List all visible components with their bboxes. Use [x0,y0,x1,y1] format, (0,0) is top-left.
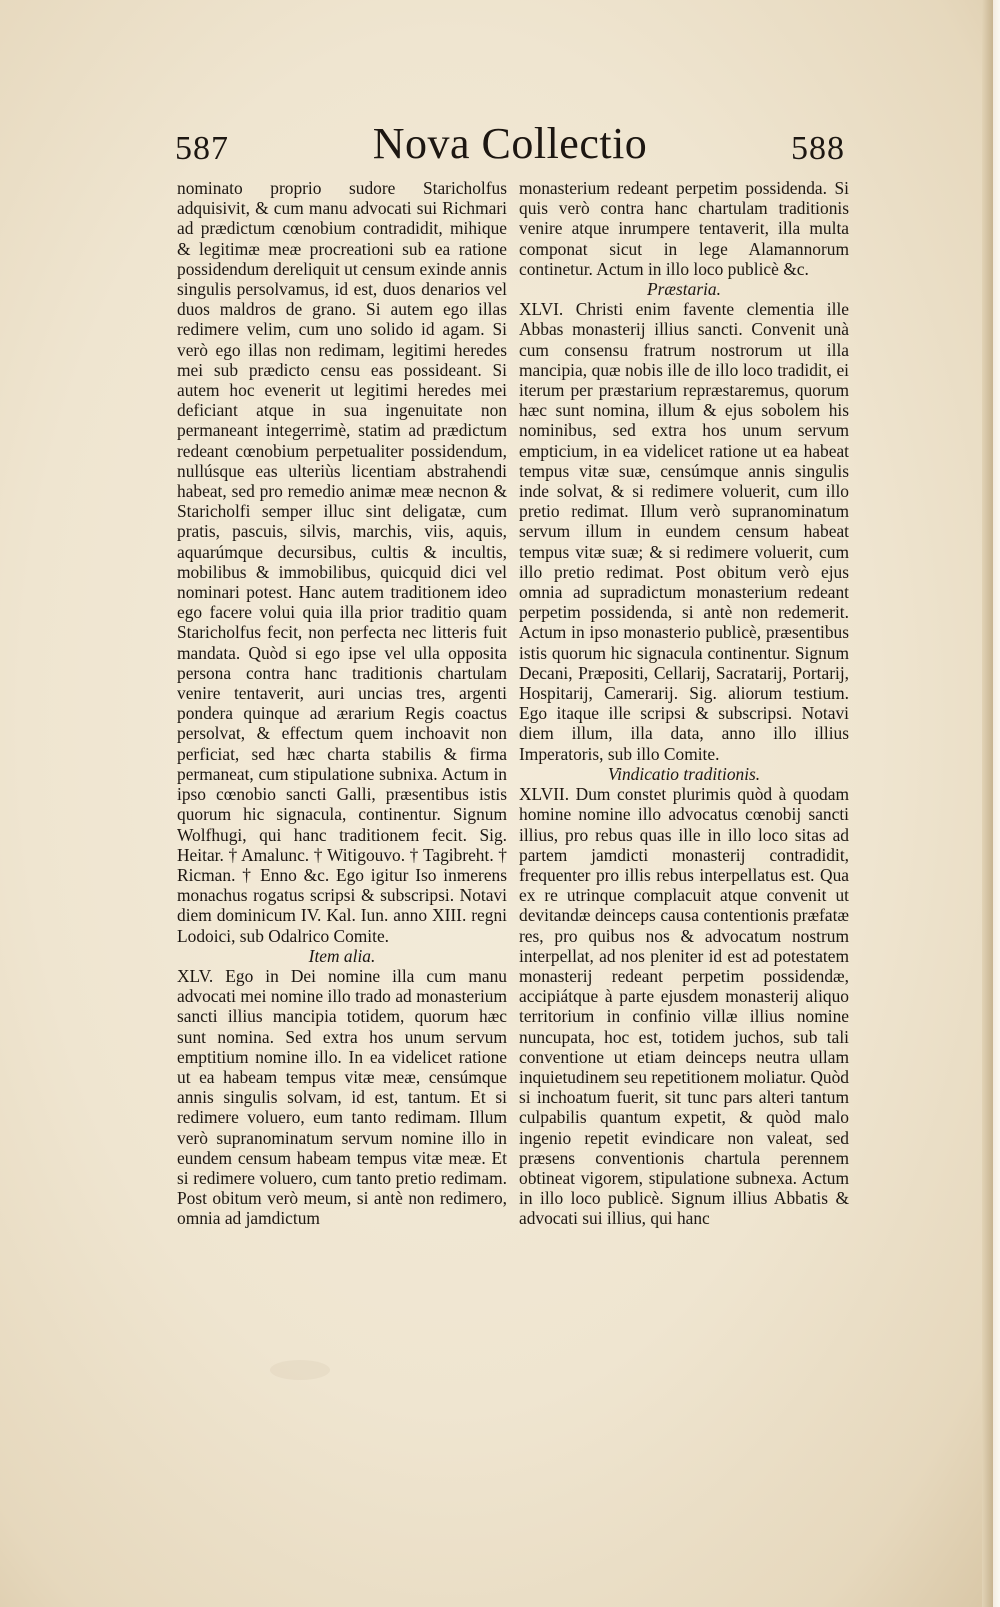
left-paragraph: nominato proprio sudore Staricholfus adquisivit, & cum manu advocati sui Richmari ad prædictum cœnobium contradidit, mihique & legitimæ meæ procreationi sub ea ratione possidendum dereliquit ut censum exinde annis singulis persolvamus, id est, duos denarios vel duos maldros de grano. Si autem ego illas redimere velim, cum uno solido id agam. Si verò ego illas non redimam, legitimi heredes mei sub prædicto censu eas possideant. Si autem hoc evenerit ut legitimi heredes mei deficiant atque in sua ingenuitate non permaneant integerrimè, statim ad prædictum redeant cœnobium perpetualiter possidendum, nullúsque eas ulteriùs licentiam abstrahendi habeat, sed pro remedio animæ meæ necnon & Staricholfi semper illuc sint deligatæ, cum pratis, pascuis, silvis, marchis, viis, aquis, aquarúmque decursibus, cultis & incultis, mobilibus & immobilibus, quicquid dici vel nominari potest. Hanc autem traditionem ideo ego facere volui quia illa prior traditio quam Staricholfus fecit, non perfecta nec litteris fuit mandata. Quòd si ego ipse vel ulla opposita persona contra hanc traditionis chartulam venire tentaverit, auri uncias tres, argenti pondera quinque ad ærarium Regis coactus persolvat, & effectum quem inchoavit non perficiat, sed hæc charta stabilis & firma permaneat, cum stipulatione subnixa. Actum in ipso cœnobio sancti Galli, præsentibus istis quorum hic signacula, continentur. Signum Wolfhugi, qui hanc traditionem fecit. Sig. Heitar. † Amalunc. † Witigouvo. † Tagibreht. † Ricman. † Enno &c. Ego igitur Iso inmerens monachus rogatus scripsi & subscripsi. Notavi diem dominicum IV. Kal. Iun. anno XIII. regni Lodoici, sub Odalrico Comite. [177,178,507,946]
ink-smudge [270,1360,330,1380]
right-paragraph: monasterium redeant perpetim possidenda. Si quis verò contra hanc chartulam traditionis venire atque inrumpere tentaverit, illa multa componat sicut in lege Alamannorum continetur. Actum in illo loco publicè &c. [519,178,849,279]
right-paragraph: XLVI. Christi enim favente clementia ille Abbas monasterij illius sancti. Convenit unà cum consensu fratrum nostrorum ut illa mancipia, quæ nobis ille de illo loco tradidit, ei iterum per præstarium repræstaremus, quorum hæc sunt nomina, illum & ejus sobolem his nominibus, sed extra hos unum servum empticium, in ea videlicet ratione ut ea habeat tempus vitæ suæ, censúmque annis singulis inde solvat, & si redimere voluerit, cum illo pretio redimat. Illum verò supranominatum servum illum in eundem censum habeat tempus vitæ suæ; & si redimere voluerit, cum illo pretio redimat. Post obitum verò ejus omnia ad supradictum monasterium redeant perpetim possidenda, si antè non redemerit. Actum in ipso monasterio publicè, præsentibus istis quorum hic signacula continentur. Signum Decani, Præpositi, Cellarij, Sacratarij, Portarij, Hospitarij, Camerarij. Sig. aliorum testium. Ego itaque ille scripsi & subscripsi. Notavi diem illum, illa data, anno illo illius Imperatoris, sub illo Comite. [519,299,849,764]
running-title: Nova Collectio [372,119,648,168]
right-paragraph: XLVII. Dum constet plurimis quòd à quodam homine nomine illo advocatus cœnobij sancti illius, pro rebus quas ille in illo loco sitas ad partem jamdicti monasterij contradidit, frequenter pro illis rebus interpellatus est. Qua ex re utrinque complacuit atque convenit ut devitandæ deinceps causa contentionis præfatæ res, pro quibus nos & advocatum nostrum interpellat, ad nos pleniter id est ad potestatem monasterij redeant perpetim possidendæ, accipiátque à parte ejusdem monasterij aliquo territorium in confinio villæ illius nomine nuncupata, hoc est, totidem juchos, sub tali conventione ut etiam deinceps neutra ullam inquietudinem seu repetitionem moliatur. Quòd si inchoatum fuerit, sit tunc pars alteri tantum culpabilis quantum expetit, & quòd malo ingenio repetit evindicare non valeat, sed præsens conventionis chartula perennem obtineat vigorem, stipulatione subnexa. Actum in illo loco publicè. Signum illius Abbatis & advocati sui illius, qui hanc [519,784,849,1229]
left-page-number: 587 [175,130,229,167]
left-paragraph: XLV. Ego in Dei nomine illa cum manu advocati mei nomine illo trado ad monasterium sancti illius mancipia totidem, quorum hæc sunt nomina. Sed extra hos unum servum emptitium nomine illo. In ea videlicet ratione ut ea habeam tempus vitæ meæ, censúmque annis singulis solvam, id est, tantum. Et si redimere voluero, eum tanto redimam. Illum verò supranominatum servum nomine illo in eundem censum habeam tempus vitæ meæ. Et si redimere voluero, cum tanto pretio redimam. Post obitum verò meum, si antè non redimero, omnia ad jamdictum [177,965,507,1229]
right-column [519,178,849,1229]
right-section-heading: Vindicatio traditionis. [607,763,761,784]
page-header [175,118,845,168]
page-edge [982,0,1000,1607]
right-page-number: 588 [791,130,845,167]
left-section-heading: Item alia. [308,945,376,966]
left-column [177,178,507,1229]
right-section-heading: Præstaria. [647,279,721,300]
